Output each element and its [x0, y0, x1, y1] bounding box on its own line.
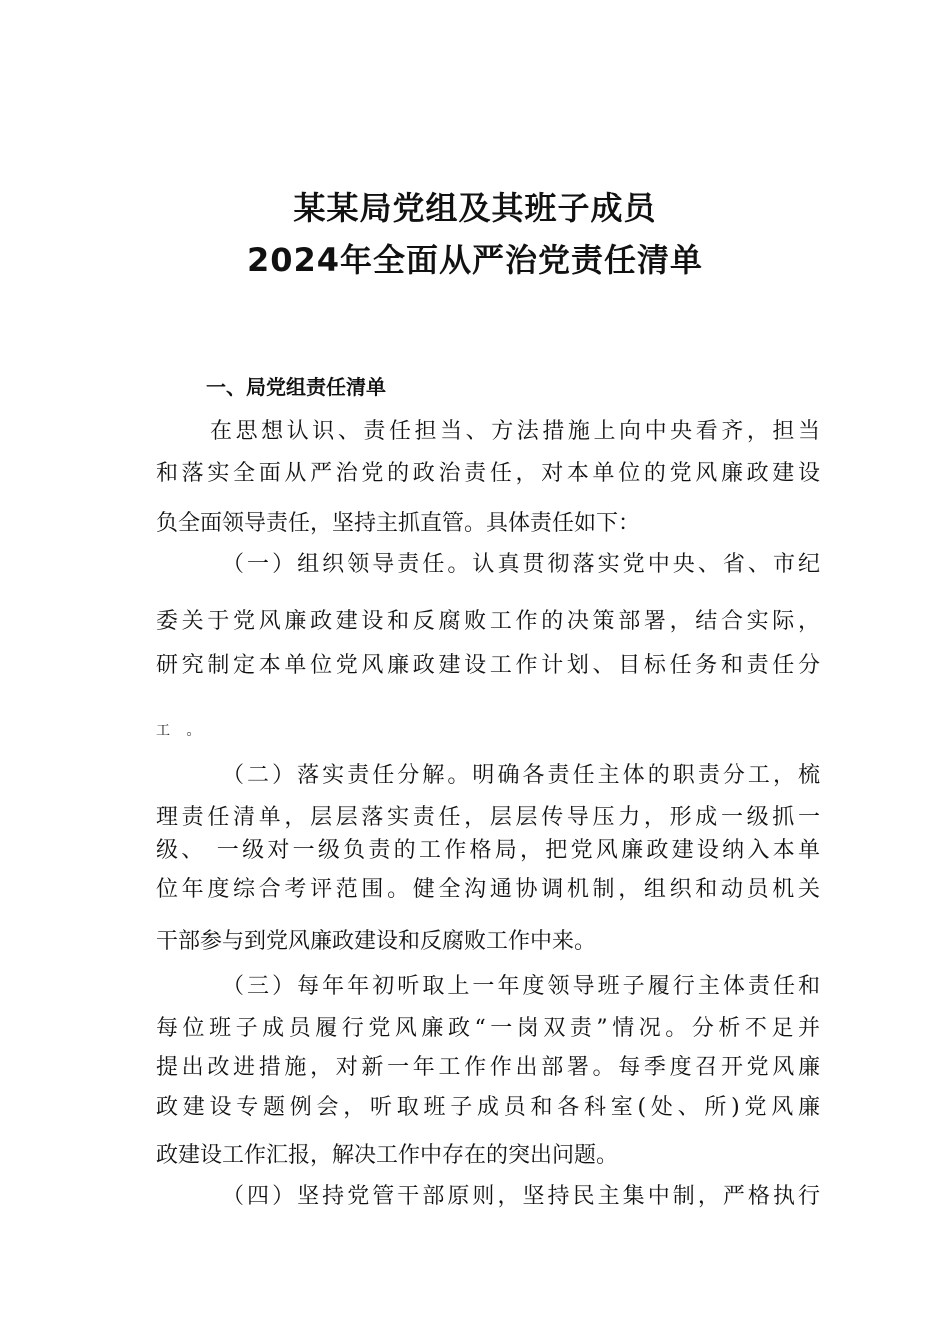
paragraph-line: 在思想认识、责任担当、方法措施上向中央看齐，担当 [210, 419, 820, 444]
paragraph-line: （四）坚持党管干部原则，坚持民主集中制，严格执行 [222, 1184, 820, 1209]
paragraph-line: 每位班子成员履行党风廉政“一岗双责”情况。分析不足并 [156, 1016, 820, 1041]
paragraph-line: 位年度综合考评范围。健全沟通协调机制，组织和动员机关 [156, 877, 820, 902]
section-heading: 一、局党组责任清单 [206, 375, 386, 399]
paragraph-line: 政建设工作汇报，解决工作中存在的突出问题。 [156, 1143, 619, 1168]
paragraph-line: 政建设专题例会，听取班子成员和各科室(处、所)党风廉 [156, 1095, 820, 1120]
paragraph-line: 提出改进措施，对新一年工作作出部署。每季度召开党风廉 [156, 1055, 820, 1080]
document-title-line2: 2024年全面从严治党责任清单 [246, 241, 704, 279]
paragraph-line: 研究制定本单位党风廉政建设工作计划、目标任务和责任分 [156, 653, 820, 678]
paragraph-line: 和落实全面从严治党的政治责任，对本单位的党风廉政建设 [156, 461, 820, 486]
paragraph-line: （二）落实责任分解。明确各责任主体的职责分工，梳 [222, 763, 820, 788]
paragraph-line: 理责任清单，层层落实责任，层层传导压力，形成一级抓一 [156, 805, 820, 830]
paragraph-line: 级、 一级对一级负责的工作格局，把党风廉政建设纳入本单 [156, 838, 820, 863]
paragraph-line: （一）组织领导责任。认真贯彻落实党中央、省、市纪 [222, 552, 820, 577]
paragraph-line: 委关于党风廉政建设和反腐败工作的决策部署，结合实际， [156, 609, 820, 634]
paragraph-line: （三）每年年初听取上一年度领导班子履行主体责任和 [222, 974, 820, 999]
document-title-line1: 某某局党组及其班子成员 [293, 189, 657, 227]
paragraph-line: 负全面领导责任，坚持主抓直管。具体责任如下： [156, 511, 641, 536]
paragraph-line: 干部参与到党风廉政建设和反腐败工作中来。 [156, 929, 597, 954]
paragraph-line: 工 。 [156, 723, 207, 739]
